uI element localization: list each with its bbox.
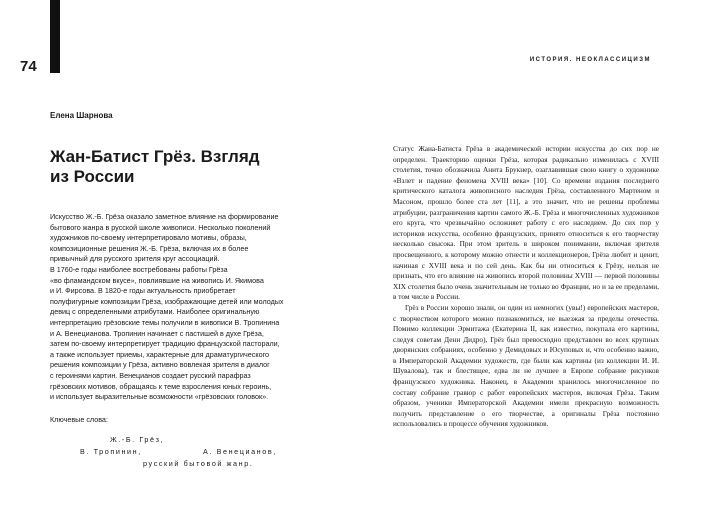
abstract-line: композиционные решения Ж.-Б. Грёза, включая их в более — [50, 243, 249, 253]
abstract-line: а также использует приемы, характерные для драматургического — [50, 349, 270, 359]
running-head: ИСТОРИЯ. НЕОКЛАССИЦИЗМ — [529, 57, 651, 63]
abstract-line: Искусство Ж.-Б. Грёза оказало заметное влияние на формирование — [50, 212, 279, 221]
abstract-line: грёзовских мотивов, обращаясь к теме взросления юных героинь, — [50, 381, 272, 391]
body-paragraph: Грёз в России хорошо знали, он один из немногих (увы!) европейских мастеров, с творчеством которого можно познакомиться, не выезжая за пределы отечества. Помимо коллекции Эрмитажа (Екатерина II, как известно, покупала его картины, следуя советам Дени Дидро), Грёз был превосходно представлен во всех крупных дворянских собраниях, особенно у Демидовых и Юсуповых и, что особенно важно, в Императорской Академии художеств, где были как картины (из коллекции И. И. Шувалова), так и блестящее, едва ли не лучшее в Европе собрание рисунков французского художника. Наконец, в Академии хранилось многочисленное по составу собрание гравюр с работ европейских мастеров, включая Грёза. Таким образом, ученики Императорской Академии имели прекрасную возможность получить представление о его творчестве, а оригиналы Грёза постоянно использовались в процессе обучения художников. — [393, 302, 659, 429]
body-text-column — [393, 144, 659, 430]
abstract-line: привычный для русского зрителя круг ассоциаций. — [50, 254, 220, 264]
abstract-line: В 1760-е годы наиболее востребованы работы Грёза — [50, 264, 228, 274]
title-line: из России — [50, 167, 135, 186]
abstract-line: затем по-своему интерпретирует традицию французской пасторали, — [50, 339, 280, 349]
abstract-line: и А. Венецианова. Тропинин начинает с пастишей в духе Грёза, — [50, 328, 264, 338]
body-paragraph: Статус Жана-Батиста Грёза в академической истории искусства до сих пор не определен. Траекторию оценки Грёза, которая радикально изменилась с XVIII столетия, точно обозначила Анита Брукнер, озаглавившая свою книгу о художнике «Взлет и падение феномена XVIII века» [10]. Со времени издания последнего критического каталога живописного наследия Грёза, составленного Мартеном и Масоном, прошло более ста лет [11], а это значит, что не решены проблемы атрибуции, разграничения картин самого Ж.-Б. Грёза и многочисленных художников его круга, что чрезвычайно осложняет работу с его наследием. До сих пор у историков искусства, особенно французских, принято относиться к его творчеству несколько свысока. При этом зритель в широком понимании, включая зрителя просвещенного, к которому можно отнести и коллекционеров, Грёза любит и ценит, начиная с XVIII века и по сей день. Как бы ни относиться к Грёзу, нельзя не признать, что его влияние на живопись второй половины XVIII — первой половины XIX столетия было очень значительным не только во Франции, но и за ее пределами, в том числе в России. — [393, 144, 659, 302]
abstract — [50, 212, 330, 403]
keyword: А. Венецианов, — [203, 447, 277, 456]
page-number: 74 — [20, 58, 37, 75]
keyword: русский бытовой жанр. — [143, 459, 254, 468]
black-header-bar — [50, 0, 60, 73]
abstract-line: девиц с определенными атрибутами. Наиболее оригинальную — [50, 307, 260, 317]
abstract-line: «во фламандском вкусе», повлиявшие на живопись И. Якимова — [50, 275, 264, 285]
abstract-line: и использует выразительные возможности «грёзовских головок». — [50, 392, 269, 402]
keywords-label: Ключевые слова: — [50, 415, 108, 424]
abstract-line: и И. Фирсова. В 1820-е годы актуальность приобретает — [50, 286, 236, 296]
abstract-line: художников по-своему интерпретировало мотивы, образы, — [50, 233, 247, 243]
abstract-line: полуфигурные композиции Грёза, изображающие детей или молодых — [50, 296, 284, 306]
abstract-line: бытового жанра в русской школе живописи. Несколько поколений — [50, 222, 271, 232]
abstract-line: интерпретацию грёзовские темы получили в живописи В. Тропинина — [50, 317, 280, 327]
keyword: Ж.-Б. Грёз, — [110, 435, 165, 444]
title-line: Жан-Батист Грёз. Взгляд — [50, 147, 260, 166]
author-name: Елена Шарнова — [50, 111, 113, 120]
article-title — [50, 147, 350, 187]
abstract-line: решения композиции у Грёза, активно вовлекая зрителя в диалог — [50, 360, 270, 370]
abstract-line: с героинями картин. Венецианов создает русский парафраз — [50, 370, 251, 380]
keyword: В. Тропинин, — [80, 447, 142, 456]
